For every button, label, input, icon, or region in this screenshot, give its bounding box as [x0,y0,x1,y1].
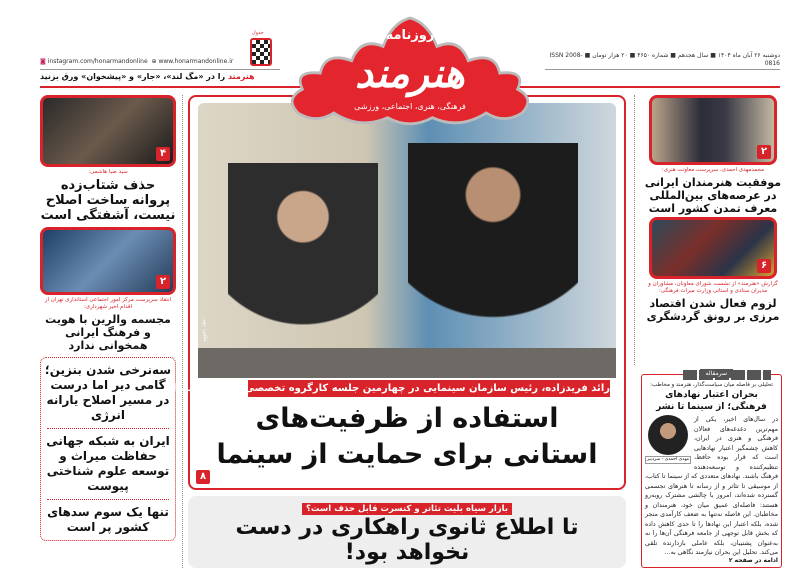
section-label: سرمقاله [700,369,733,378]
bottom-story-kicker: بازار سیاه بلیت تئاتر و کنسرت قابل حذف است؟ [302,503,512,515]
puzzle-label: جدول [252,30,264,36]
editorial-kicker: تحلیلی بر فاصله میان سیاست‌گذار، هنرمند و مخاطب: [650,382,773,388]
author-avatar [648,415,688,455]
page-badge: ۸ [196,470,210,484]
left-column [40,95,176,541]
story-caption: انتقاد سرپرست مرکز امور اجتماعی استانداری تهران از اقدام اخیر شهرداری: [44,297,172,310]
story-photo[interactable] [649,217,777,279]
date-issue-line: دوشنبه ۲۶ آبان ماه ۱۴۰۴ ■ سال هجدهم ■ شماره ۴۶۵۰ ■ ۲۰ هزار تومان ■ ISSN 2008-0816 [549,52,780,67]
main-story-headline[interactable]: استفاده از ظرفیت‌های استانی برای حمایت از سینما [216,403,598,470]
promo-text: را در «مگ لند»، «جار» و «پیشخوان» ورق بزنید [40,72,226,81]
bottom-story-headline[interactable]: تا اطلاع ثانوی راهکاری در دست نخواهد بود! [235,515,579,565]
editorial-box [641,370,782,568]
page-badge: ۴ [156,147,170,161]
globe-icon: ⊕ [151,58,157,65]
crossword-puzzle-icon [250,30,272,66]
bottom-story [188,496,626,568]
page-badge: ۲ [156,275,170,289]
person-figure [408,143,578,378]
social-links [40,58,233,65]
author-block [645,415,691,464]
page-badge: ۲ [757,145,771,159]
story-photo[interactable] [40,227,176,295]
conference-table [198,348,616,378]
story-photo[interactable] [649,95,777,165]
story-headline[interactable]: موفقیت هنرمندان ایرانی در عرصه‌های بین‌المللی معرف تمدن کشور است [644,176,782,215]
story-caption: سید ضیا هاشمی: [88,169,128,175]
news-briefs-box [40,357,176,541]
story-caption: گزارش «هنرمند» از نشست شورای معاونان، مشاوران و مدیران ستادی و استانی وزارت میراث فرهنگی: [648,281,778,294]
brief-headline[interactable]: تنها یک سوم سدهای کشور پر است [47,505,169,534]
newspaper-logo [280,18,540,130]
photo-credit: عکس: مهر [202,318,208,342]
editorial-headline[interactable]: بحران اعتبار نهادهای فرهنگی؛ از سینما تا نشر [656,390,767,412]
brief-headline[interactable]: سه‌نرخی شدن بنزین؛ گامی دیر اما درست در مسیر اصلاح یارانه انرژی [44,363,172,422]
logo-tagline: فرهنگی، هنری، اجتماعی، ورزشی [354,102,466,111]
story-caption: محمدمهدی احمدی، سرپرست معاونت هنری: [661,167,765,173]
story-headline[interactable]: مجسمه والرین با هویت و فرهنگ ایرانی همخوانی ندارد [45,313,171,352]
logo-prefix: روزنامه [385,28,435,43]
brief-headline[interactable]: ایران به شبکه جهانی حفاظت میراث و توسعه علوم شناختی پیوست [46,434,170,493]
main-story [170,95,626,490]
person-figure [228,163,378,378]
story-photo[interactable] [40,95,176,167]
story-headline[interactable]: حذف شتاب‌زده پروانه ساخت اصلاح نیست، آشفتگی است [40,178,176,223]
website-link[interactable]: www.honarmandonline.ir [158,58,234,65]
main-story-photo[interactable] [198,103,616,378]
page-badge: ۶ [757,259,771,273]
right-column [643,95,783,372]
promo-brand: هنرمند [227,72,255,81]
instagram-link[interactable]: instagram.com/honarmandonline [47,58,148,65]
logo-name: هنرمند [355,50,465,97]
instagram-icon: ◙ [40,58,46,65]
promo-line [40,72,255,81]
main-story-kicker: رائد فریدزاده، رئیس سازمان سینمایی در چهارمین جلسه کارگروه تخصصی شورای سینما: [248,380,610,397]
editorial-body: در سال‌های اخیر، یکی از مهم‌ترین دغدغه‌های فعالان فرهنگی و هنری در ایران، کاهش چشمگیر اعتبار نهادهایی است که قرار بوده حافظ، تنظیم‌کننده و توسعه‌دهنده فرهنگ باشند. نهادهای متعددی که از سینما تا کتاب، از موسیقی تا تئاتر و از رسانه تا هنرهای تجسمی گسترده شده‌اند، امروز با چالشی مشترک روبه‌رو هستند: فاصله‌ای عمیق میان خود، هنرمندان و مخاطبان. این فاصله نه‌تنها به ضعف کارآمدی منجر شده، بلکه اعتبار این نهادها را تا حدی کاهش داده که بخش قابل توجهی از جامعه فرهنگی آن‌ها را نه به‌عنوان پشتیبان، بلکه عاملی بازدارنده تلقی می‌کند. تحلیل این بحران نیازمند نگاهی به... [645,416,778,556]
author-name: مهدی احمدی - سردبیر [646,457,690,462]
continued-link[interactable]: ادامه در صفحه ۲ [645,556,778,565]
editorial-content [645,415,778,556]
story-headline[interactable]: لزوم فعال شدن اقتصاد مرزی بر رونق گردشگری [646,297,780,323]
